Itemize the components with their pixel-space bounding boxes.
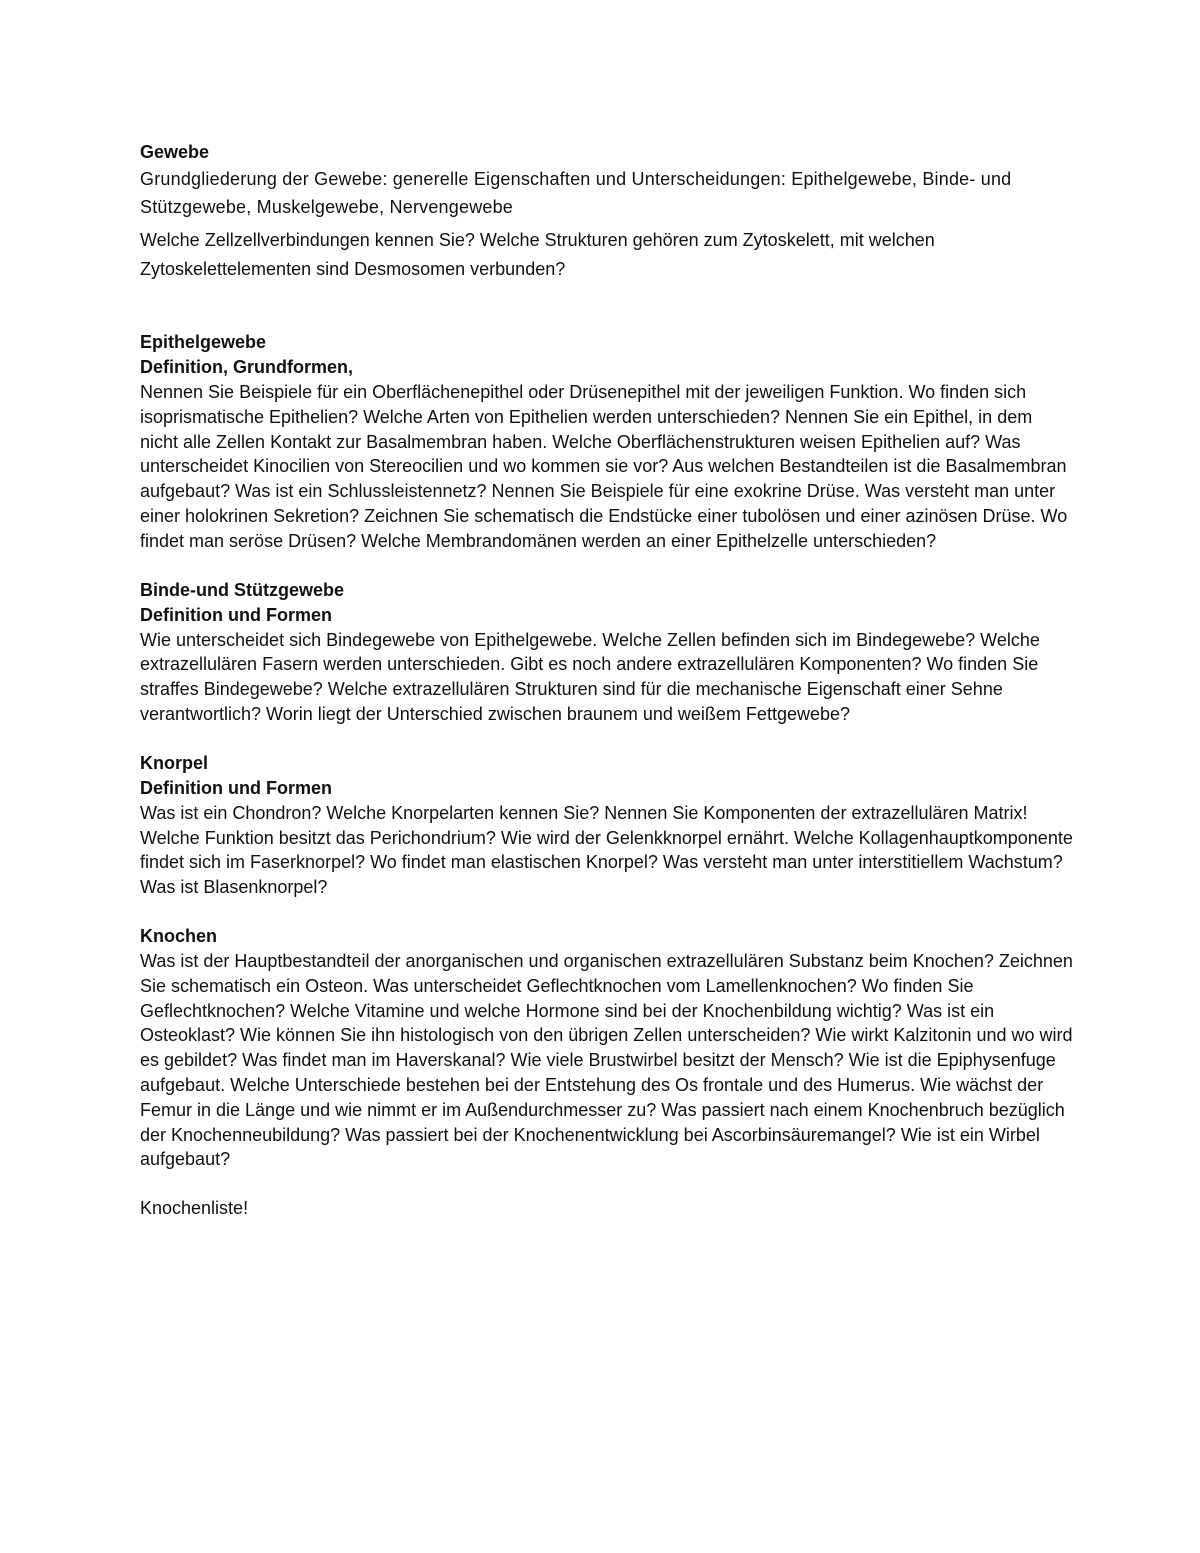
section-text: Was ist der Hauptbestandteil der anorganischen und organischen extrazellulären Substanz beim Knochen? Zeichnen Sie schematisch ein Osteon. Was unterscheidet Geflechtknochen vom Lamellenknochen? Wo finden Sie Geflechtknochen? Welche Vitamine und welche Hormone sind bei der Knochenbildung wichtig? Was ist ein Osteoklast? Wie können Sie ihn histologisch von den übrigen Zellen unterscheiden? Wie wirkt Kalzitonin und wo wird es gebildet? Was findet man im Haverskanal? Wie viele Brustwirbel besitzt der Mensch? Wie ist die Epiphysenfuge aufgebaut. Welche Unterschiede bestehen bei der Entstehung des Os frontale und des Humerus. Wie wächst der Femur in die Länge und wie nimmt er im Außendurchmesser zu? Was passiert nach einem Knochenbruch bezüglich der Knochenneubildung? Was passiert bei der Knochenentwicklung bei Ascorbinsäuremangel? Wie ist ein Wirbel aufgebaut? [140,950,1073,1170]
intro-section [140,140,1075,284]
section-epithelgewebe [140,330,1075,554]
document-page [140,140,1075,1221]
section-text: Wie unterscheidet sich Bindegewebe von Epithelgewebe. Welche Zellen befinden sich im Bindegewebe? Welche extrazellulären Fasern werden unterschieden. Gibt es noch andere extrazellulären Komponenten? Wo finden Sie straffes Bindegewebe? Welche extrazellulären Strukturen sind für die mechanische Eigenschaft einer Sehne verantwortlich? Worin liegt der Unterschied zwischen braunem und weißem Fettgewebe? [140,629,1040,724]
section-text: Was ist ein Chondron? Welche Knorpelarten kennen Sie? Nennen Sie Komponenten der extrazellulären Matrix! Welche Funktion besitzt das Perichondrium? Wie wird der Gelenkknorpel ernährt. Welche Kollagenhauptkomponente findet sich im Faserknorpel? Wo findet man elastischen Knorpel? Was versteht man unter interstitiellem Wachstum? Was ist Blasenknorpel? [140,802,1073,898]
section-knochen [140,924,1075,1172]
section-subtitle: Definition und Formen [140,604,332,625]
section-subtitle: Definition und Formen [140,777,332,798]
intro-topics: Grundgliederung der Gewebe: generelle Eigenschaften und Unterscheidungen: Epithelgewebe, Binde- und Stützgewebe, Muskelgewebe, Nervengewebe [140,169,1012,217]
section-title: Epithelgewebe [140,332,267,352]
section-title: Binde-und Stützgewebe [140,579,344,600]
section-text: Nennen Sie Beispiele für ein Oberflächenepithel oder Drüsenepithel mit der jeweiligen Funktion. Wo finden sich isoprismatische Epithelien? Welche Arten von Epithelien werden unterschieden? Nennen Sie ein Epithel, in dem nicht alle Zellen Kontakt zur Basalmembran haben. Welche Oberflächenstrukturen weisen Epithelien auf? Was unterscheidet Kinocilien von Stereocilien und wo kommen sie vor? Aus welchen Bestandteilen ist die Basalmembran aufgebaut? Was ist ein Schlussleistennetz? Nennen Sie Beispiele für eine exokrine Drüse. Was versteht man unter einer holokrinen Sekretion? Zeichnen Sie schematisch die Endstücke einer tubolösen und einer azinösen Drüse. Wo findet man seröse Drüsen? Welche Membrandomänen werden an einer Epithelzelle unterschieden? [140,382,1068,551]
section-title: Knochen [140,925,218,946]
section-binde-und-stuetzgewebe [140,578,1075,727]
section-knorpel [140,751,1075,900]
intro-title: Gewebe [140,142,210,162]
section-title: Knorpel [140,752,209,773]
intro-question: Welche Zellzellverbindungen kennen Sie? Welche Strukturen gehören zum Zytoskelett, mit welchen Zytoskelettelementen sind Desmosomen verbunden? [140,230,935,279]
section-subtitle: Definition, Grundformen, [140,357,353,377]
closing-note: Knochenliste! [140,1198,249,1219]
